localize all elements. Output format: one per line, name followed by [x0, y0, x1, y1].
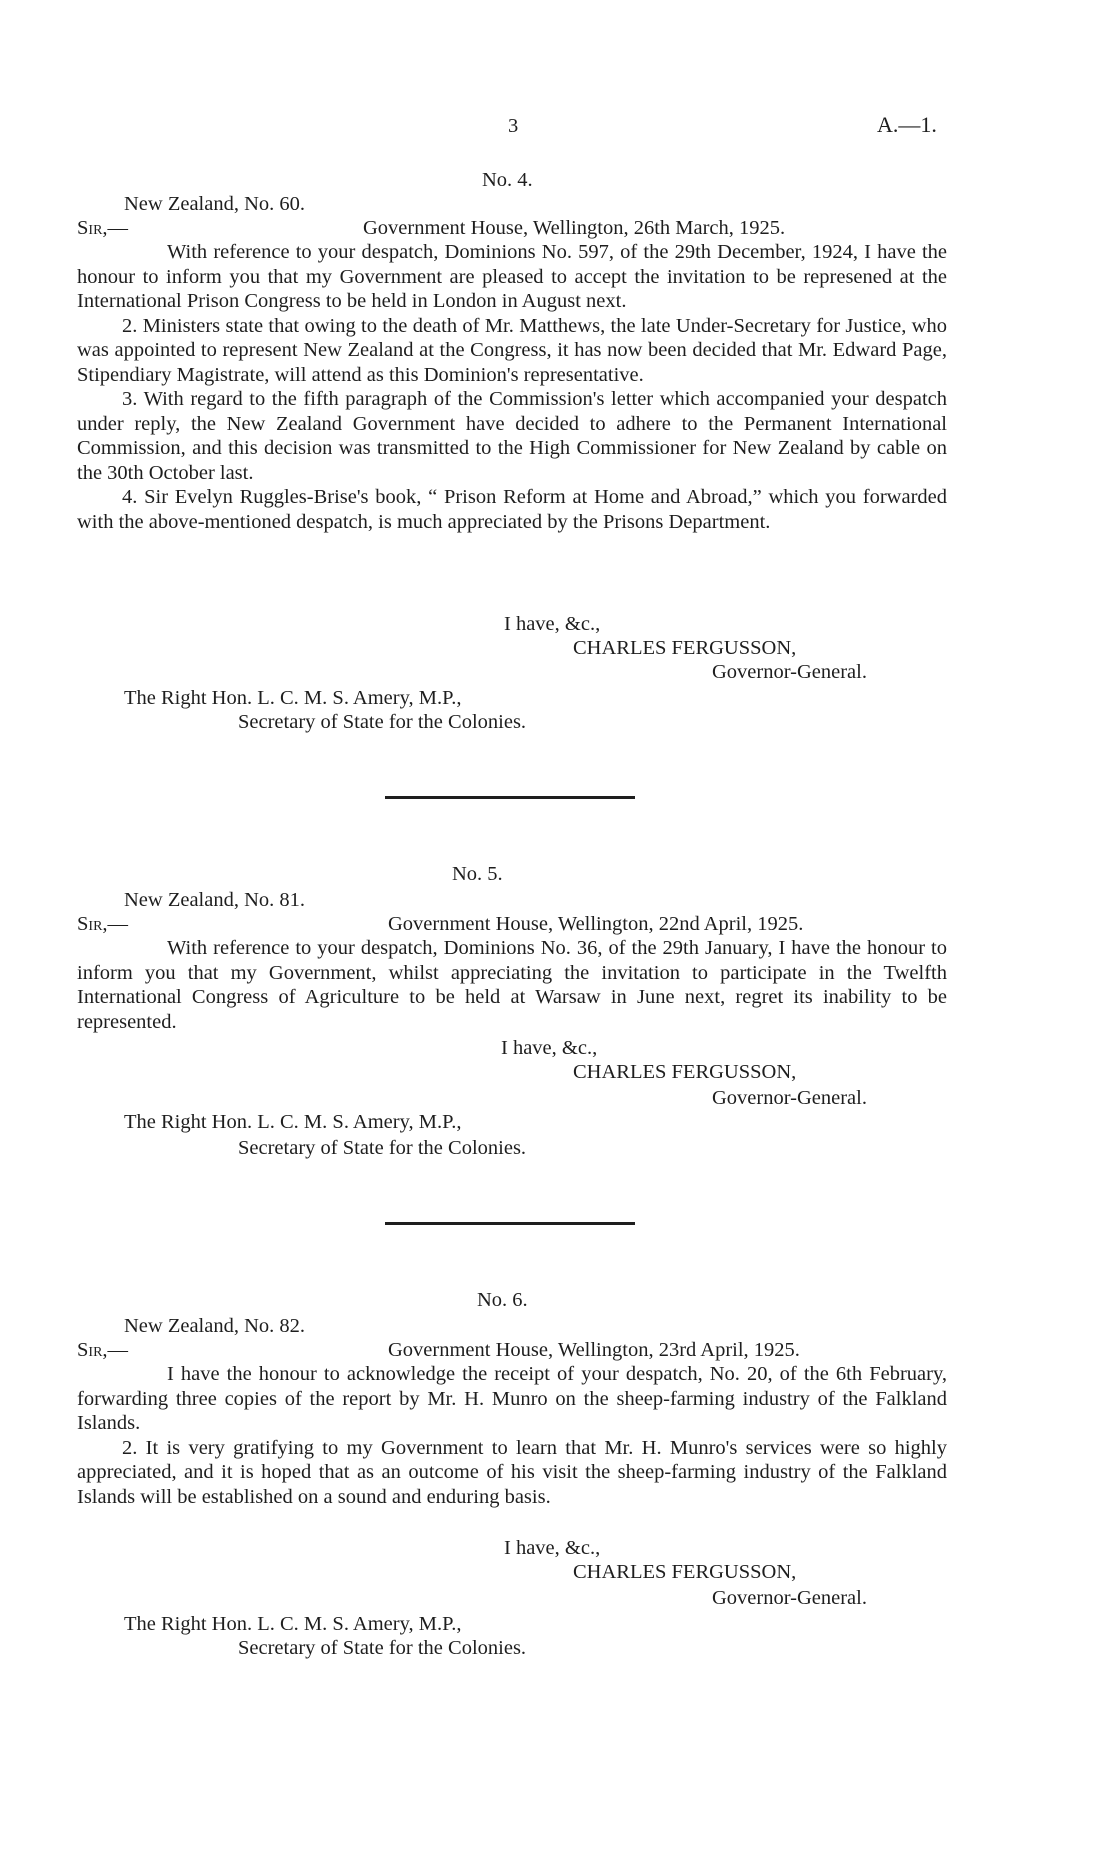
closing: I have, &c.,: [504, 1537, 601, 1559]
paragraph: With reference to your despatch, Dominions No. 597, of the 29th December, 1924, I have the honour to inform you that my Government are pleased to accept the invitation to be represened at the International Prison Congress to be held in London in August next.: [77, 241, 947, 312]
addressee-title: Secretary of State for the Colonies.: [238, 1137, 527, 1159]
page-number: 3: [508, 115, 519, 137]
signatory: CHARLES FERGUSSON,: [573, 1061, 797, 1083]
paragraph: 2. Ministers state that owing to the death of Mr. Matthews, the late Under-Secretary for Justice, who was appointed to represent New Zealand at the Congress, it has now been decided that Mr. Edward Page, Stipendiary Magistrate, will attend as this Dominion's representative.: [77, 314, 947, 386]
place-date: Government House, Wellington, 22nd April, 1925.: [388, 913, 804, 935]
closing: I have, &c.,: [501, 1037, 598, 1059]
section-divider: [385, 1222, 635, 1225]
salutation: Sir,—: [77, 217, 129, 239]
letter-body: [77, 240, 947, 534]
addressee: The Right Hon. L. C. M. S. Amery, M.P.,: [124, 687, 462, 709]
letter-number: No. 4.: [482, 169, 533, 191]
addressee: The Right Hon. L. C. M. S. Amery, M.P.,: [124, 1111, 462, 1133]
letter-body: [77, 1362, 947, 1509]
letter-body: [77, 936, 947, 1034]
letter-number: No. 6.: [477, 1289, 528, 1311]
letter-reference: New Zealand, No. 60.: [124, 193, 306, 215]
addressee: The Right Hon. L. C. M. S. Amery, M.P.,: [124, 1613, 462, 1635]
page-reference: A.—1.: [877, 112, 937, 137]
letter-number: No. 5.: [452, 863, 503, 885]
paragraph: With reference to your despatch, Dominions No. 36, of the 29th January, I have the honour to inform you that my Government, whilst appreciating the invitation to participate in the Twelfth International Congress of Agriculture to be held at Warsaw in June next, regret its inability to be represented.: [77, 937, 947, 1033]
letter-reference: New Zealand, No. 82.: [124, 1315, 306, 1337]
signatory-title: Governor-General.: [712, 1587, 867, 1609]
salutation: Sir,—: [77, 1339, 129, 1361]
paragraph: I have the honour to acknowledge the receipt of your despatch, No. 20, of the 6th February, forwarding three copies of the report by Mr. H. Munro on the sheep-farming industry of the Falkland Islands.: [77, 1363, 947, 1434]
section-divider: [385, 796, 635, 799]
signatory: CHARLES FERGUSSON,: [573, 637, 797, 659]
addressee-title: Secretary of State for the Colonies.: [238, 711, 527, 733]
signatory-title: Governor-General.: [712, 1087, 867, 1109]
addressee-title: Secretary of State for the Colonies.: [238, 1637, 527, 1659]
paragraph: 3. With regard to the fifth paragraph of the Commission's letter which accompanied your despatch under reply, the New Zealand Government have decided to adhere to the Permanent International Commission, and this decision was transmitted to the High Commissioner for New Zealand by cable on the 30th October last.: [77, 388, 947, 484]
paragraph: 2. It is very gratifying to my Government to learn that Mr. H. Munro's services were so highly appreciated, and it is hoped that as an outcome of his visit the sheep-farming industry of the Falkland Islands will be established on a sound and enduring basis.: [77, 1436, 947, 1508]
paragraph: 4. Sir Evelyn Ruggles-Brise's book, “ Prison Reform at Home and Abroad,” which you forwarded with the above-mentioned despatch, is much appreciated by the Prisons Department.: [77, 486, 947, 533]
place-date: Government House, Wellington, 26th March, 1925.: [363, 217, 786, 239]
closing: I have, &c.,: [504, 613, 601, 635]
signatory-title: Governor-General.: [712, 661, 867, 683]
signatory: CHARLES FERGUSSON,: [573, 1561, 797, 1583]
letter-reference: New Zealand, No. 81.: [124, 889, 306, 911]
place-date: Government House, Wellington, 23rd April, 1925.: [388, 1339, 800, 1361]
salutation: Sir,—: [77, 913, 129, 935]
